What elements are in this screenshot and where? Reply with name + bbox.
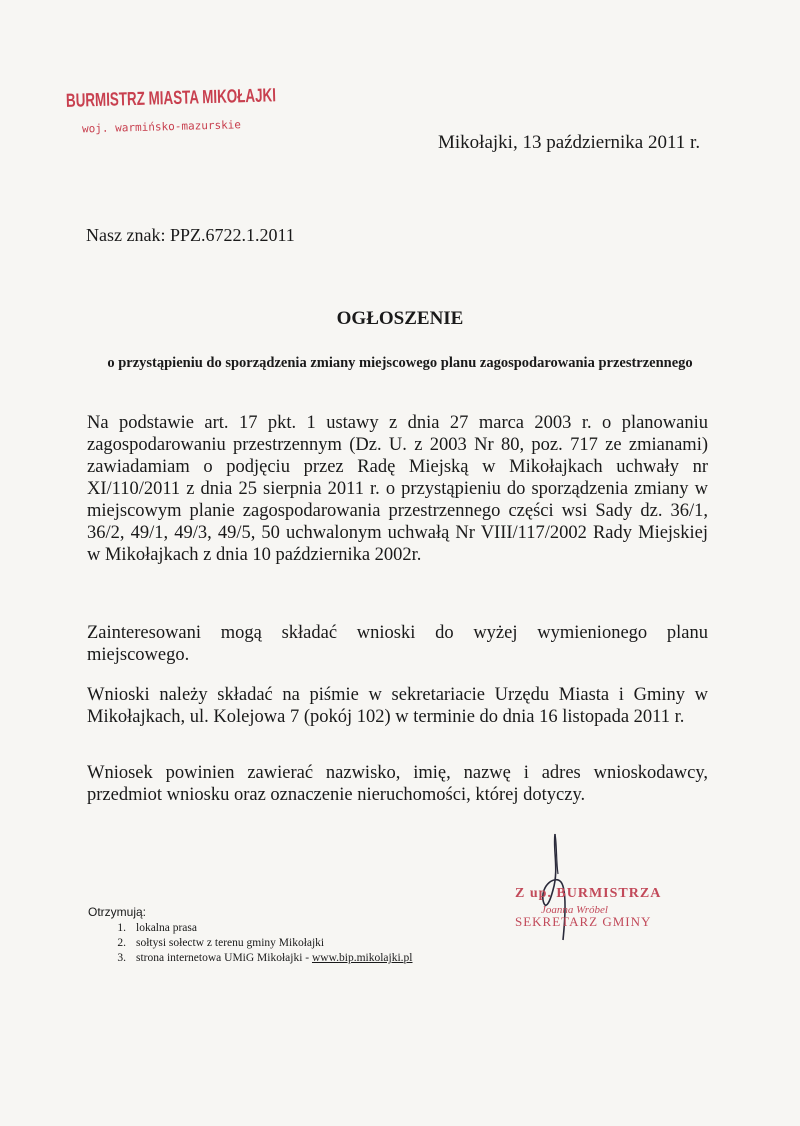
document-title: OGŁOSZENIE <box>336 308 464 329</box>
list-item-number: 1. <box>117 922 126 934</box>
list-item-text: lokalna prasa <box>136 922 197 934</box>
recipients-list <box>88 921 413 966</box>
document-date: Mikołajki, 13 października 2011 r. <box>438 132 701 153</box>
list-item <box>88 951 413 966</box>
body-paragraph-2: Zainteresowani mogą składać wnioski do wyżej wymienionego planu miejscowego. <box>87 623 708 665</box>
list-item-text: sołtysi sołectw z terenu gminy Mikołajki <box>136 937 325 949</box>
document-subtitle: o przystąpieniu do sporządzenia zmiany miejscowego planu zagospodarowania przestrzennego <box>107 355 693 371</box>
recipients-title: Otrzymują: <box>88 905 147 919</box>
bip-link[interactable]: www.bip.mikolajki.pl <box>311 952 413 964</box>
body-paragraph-1: Na podstawie art. 17 pkt. 1 ustawy z dnia 27 marca 2003 r. o planowaniu zagospodarowaniu przestrzennym (Dz. U. z 2003 Nr 80, poz. 717 ze zmianami) zawiadamiam o podjęciu przez Radę Miejską w Mikołajkach uchwały nr XI/110/2011 z dnia 25 sierpnia 2011 r. o przystąpieniu do sporządzenia zmiany w miejscowym planie zagospodarowania przestrzennego części wsi Sady dz. 36/1, 36/2, 49/1, 49/3, 49/5, 50 uchwalonym uchwałą Nr VIII/117/2002 Rady Miejskiej w Mikołajkach z dnia 10 października 2002r. <box>87 413 708 565</box>
list-item <box>88 936 413 951</box>
list-item-text: strona internetowa UMiG Mikołajki - <box>136 952 310 964</box>
body-paragraph-4: Wniosek powinien zawierać nazwisko, imię, nazwę i adres wnioskodawcy, przedmiot wniosku oraz oznaczenie nieruchomości, której dotyczy. <box>87 763 708 805</box>
office-stamp-line2: woj. warmińsko-mazurskie <box>81 118 242 136</box>
body-paragraph-3: Wnioski należy składać na piśmie w sekretariacie Urzędu Miasta i Gminy w Mikołajkach, ul. Kolejowa 7 (pokój 102) w terminie do dnia 16 listopada 2011 r. <box>87 685 708 727</box>
list-item <box>88 921 413 936</box>
office-stamp-line1: BURMISTRZ MIASTA MIKOŁAJKI <box>65 83 364 112</box>
signature-stamp-line1: Z up. BURMISTRZA <box>515 886 662 901</box>
list-item-number: 2. <box>117 937 126 949</box>
signature-stamp-line3: SEKRETARZ GMINY <box>515 914 652 929</box>
signature-stamp <box>515 886 661 930</box>
signature-stamp-line2: Joanna Wróbel <box>541 904 608 916</box>
list-item-number: 3. <box>117 952 126 964</box>
reference-number: Nasz znak: PPZ.6722.1.2011 <box>86 225 295 245</box>
office-stamp <box>64 80 364 140</box>
office-stamp-graphic <box>64 80 364 140</box>
